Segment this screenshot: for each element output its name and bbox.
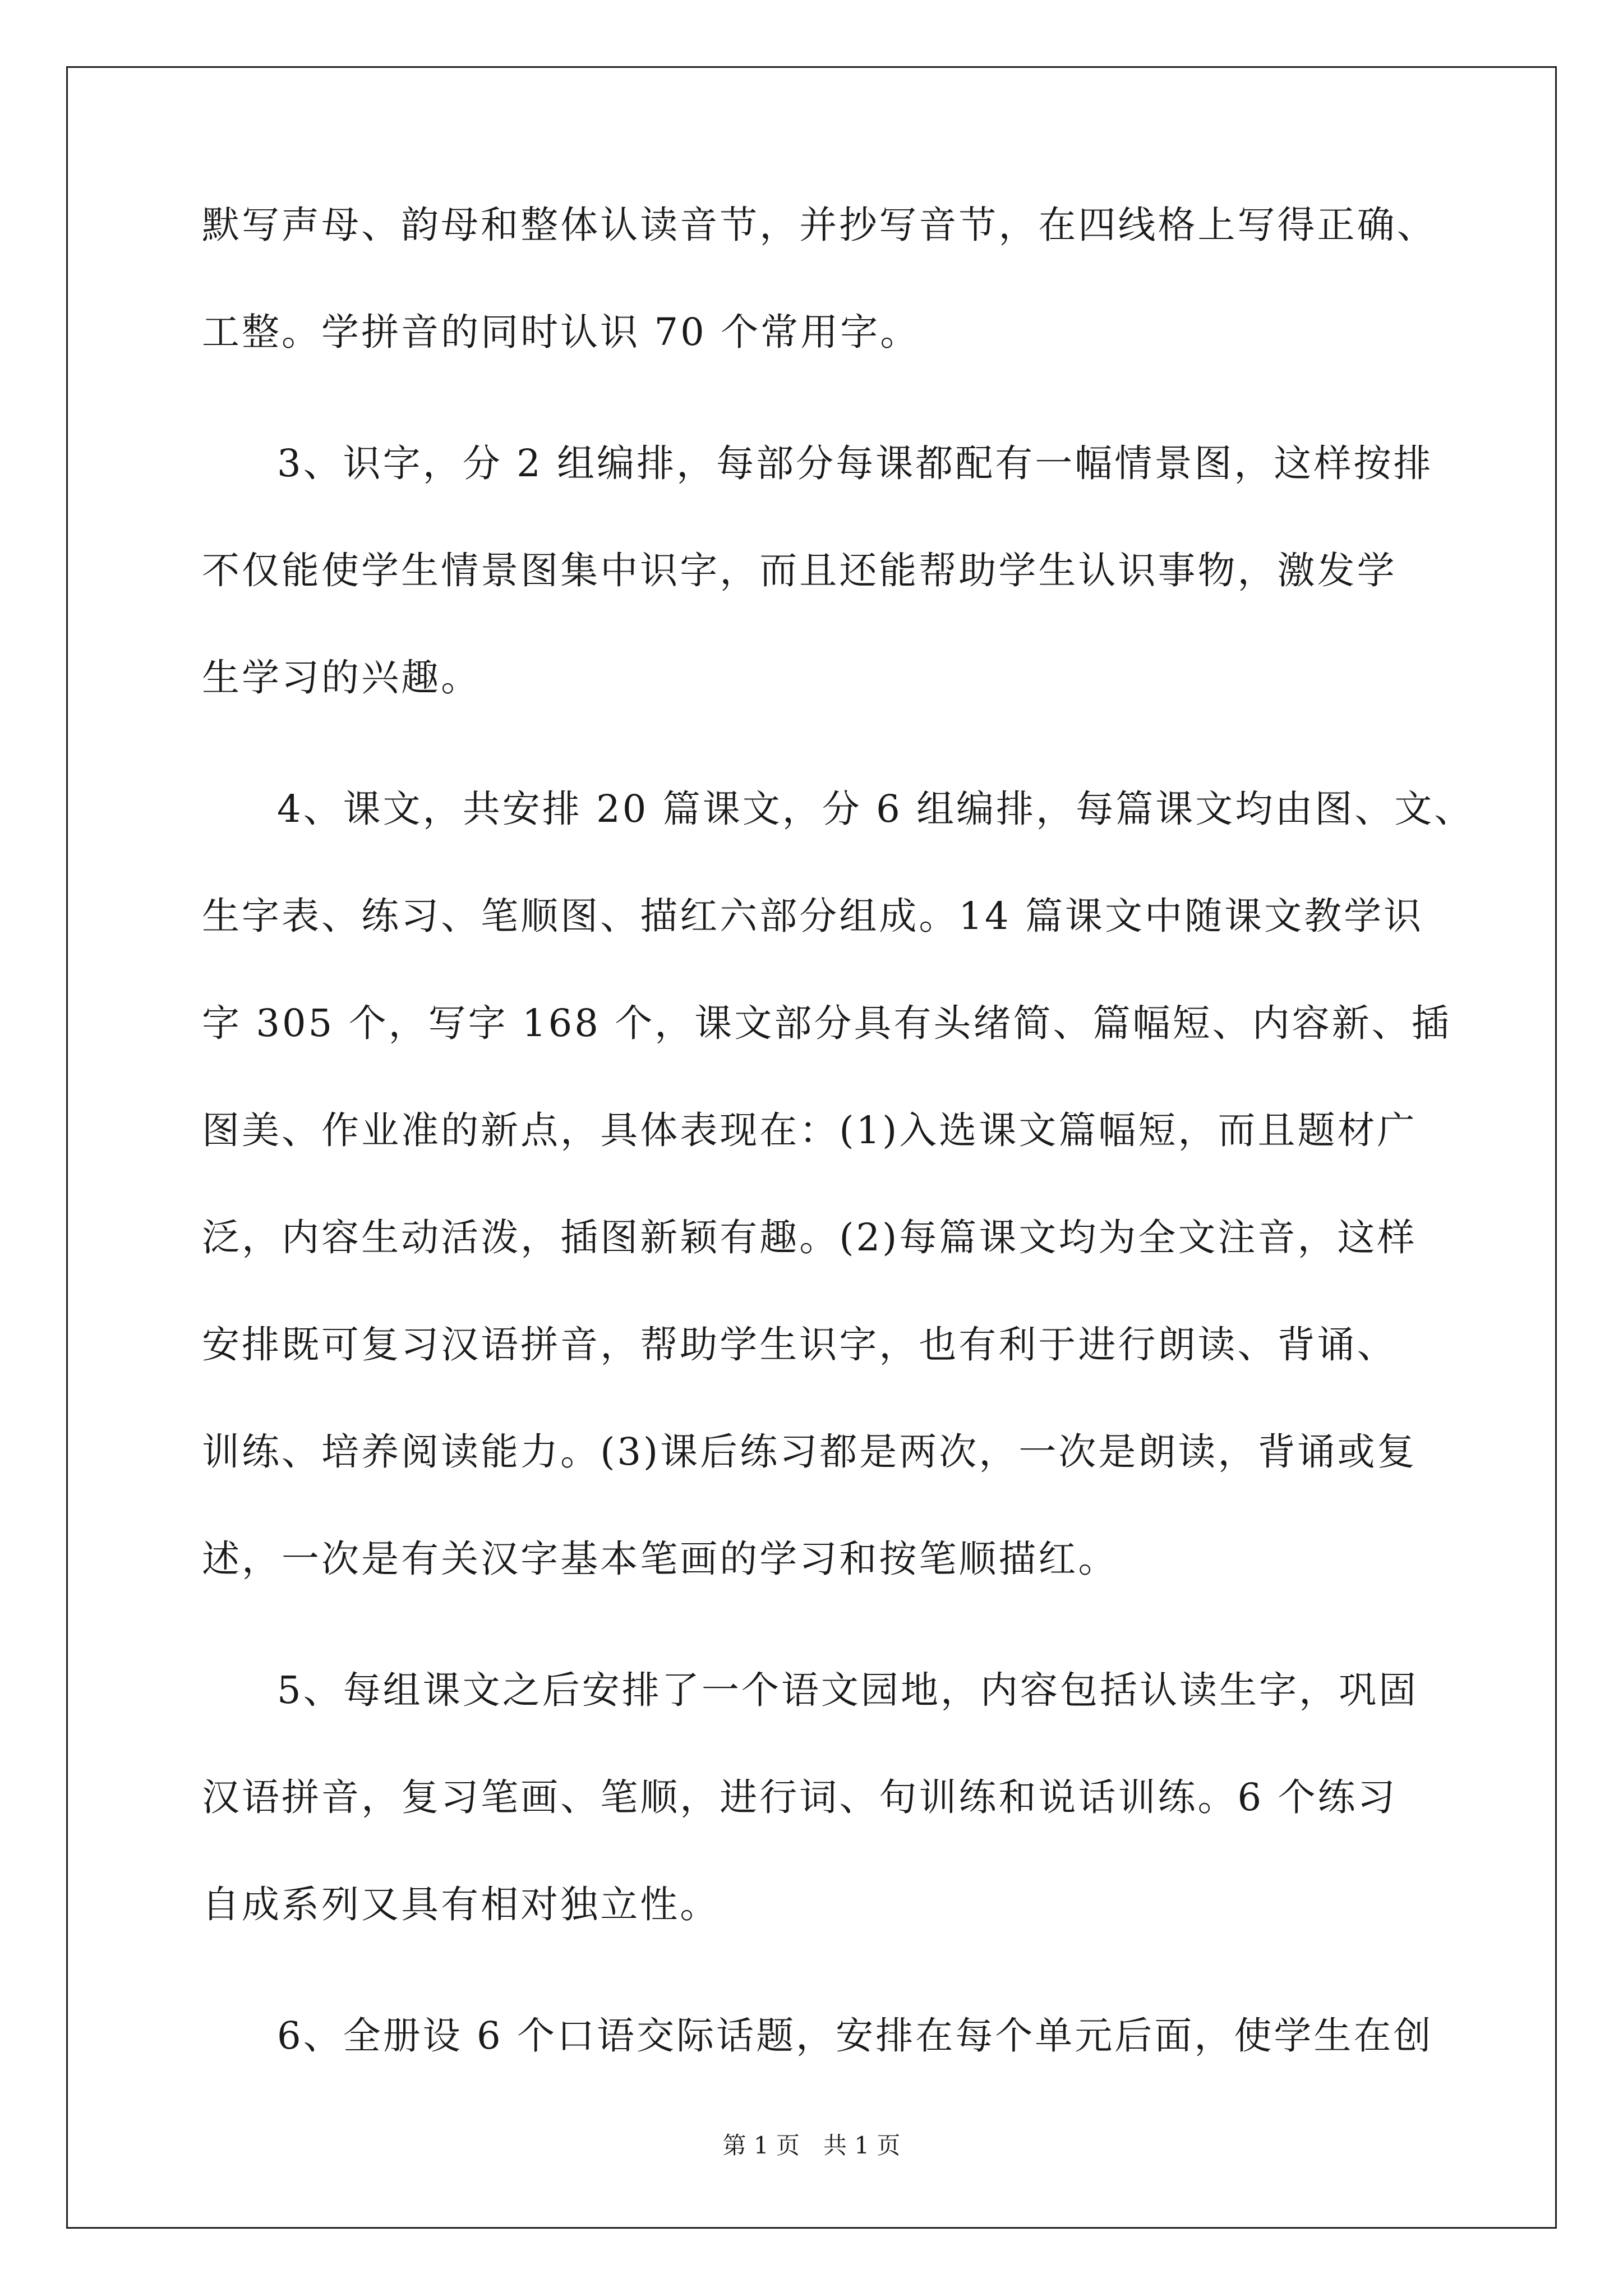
text-line: 图美、作业准的新点，具体表现在：(1)入选课文篇幅短，而且题材广 <box>202 1108 1417 1152</box>
paragraph-start-line: 5、每组课文之后安排了一个语文园地，内容包括认读生字，巩固 <box>277 1668 1419 1712</box>
text-line: 工整。学拼音的同时认识 70 个常用字。 <box>202 310 920 354</box>
text-line: 安排既可复习汉语拼音，帮助学生识字，也有利于进行朗读、背诵、 <box>202 1323 1397 1366</box>
text-line: 生字表、练习、笔顺图、描红六部分组成。14 篇课文中随课文教学识 <box>202 894 1424 938</box>
paragraph-start-line: 6、全册设 6 个口语交际话题，安排在每个单元后面，使学生在创 <box>277 2014 1433 2058</box>
paragraph-start-line: 4、课文，共安排 20 篇课文，分 6 组编排，每篇课文均由图、文、 <box>277 787 1474 831</box>
text-line: 述，一次是有关汉字基本笔画的学习和按笔顺描红。 <box>202 1537 1118 1581</box>
text-line: 字 305 个，写字 168 个，课文部分具有头绪简、篇幅短、内容新、插 <box>202 1001 1451 1045</box>
text-line: 生学习的兴趣。 <box>202 656 481 700</box>
page-footer: 第 1 页 共 1 页 <box>722 2132 901 2159</box>
text-line: 汉语拼音，复习笔画、笔顺，进行词、句训练和说话训练。6 个练习 <box>202 1775 1398 1819</box>
text-line: 训练、培养阅读能力。(3)课后练习都是两次，一次是朗读，背诵或复 <box>202 1430 1417 1474</box>
text-line: 自成系列又具有相对独立性。 <box>202 1883 720 1926</box>
paragraph-start-line: 3、识字，分 2 组编排，每部分每课都配有一幅情景图，这样按排 <box>277 441 1433 485</box>
text-line: 泛，内容生动活泼，插图新颖有趣。(2)每篇课文均为全文注音，这样 <box>202 1216 1417 1259</box>
text-line: 默写声母、韵母和整体认读音节，并抄写音节，在四线格上写得正确、 <box>202 203 1437 247</box>
text-line: 不仅能使学生情景图集中识字，而且还能帮助学生认识事物，激发学 <box>202 549 1397 592</box>
